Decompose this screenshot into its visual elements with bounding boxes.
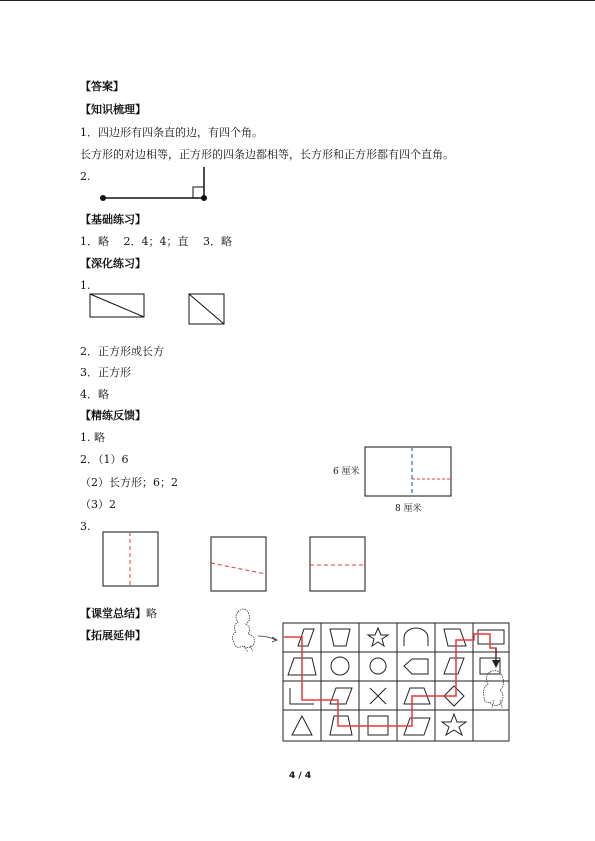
feedback-q2-part2: （2）长方形；6；2 [80, 476, 178, 489]
basic-answers: 1．略 2．4；4；直 3．略 [80, 235, 232, 248]
start-creature-drawing [232, 609, 277, 652]
exit-arrow-head [492, 660, 500, 668]
section-extend: 【拓展延伸】 [80, 629, 146, 642]
section-feedback: 【精练反馈】 [80, 409, 146, 422]
maze-grid [283, 623, 509, 741]
knowledge-line-1: 1．四边形有四条直的边，有四个角。 [80, 126, 263, 139]
deepen-q4: 4．略 [80, 388, 109, 401]
feedback-q2-part1: 2．（1）6 [80, 453, 129, 466]
section-summary: 【课堂总结】 [80, 607, 146, 620]
section-basic: 【基础练习】 [80, 213, 146, 226]
page-number: 4 / 4 [289, 771, 312, 781]
deepen-q1-number: 1. [80, 279, 91, 292]
section-knowledge: 【知识梳理】 [80, 103, 146, 116]
deepen-q3: 3．正方形 [80, 366, 131, 379]
feedback-q1: 1. 略 [80, 431, 105, 444]
section-answer: 【答案】 [80, 80, 124, 93]
feedback-q2-part3: （3）2 [80, 498, 116, 511]
feedback-q3-number: 3. [80, 520, 91, 533]
rect-height-label: 6 厘米 [333, 467, 360, 477]
maze-solution-path [284, 634, 496, 726]
section-deepen: 【深化练习】 [80, 257, 146, 270]
knowledge-line-2: 长方形的对边相等，正方形的四条边都相等，长方形和正方形都有四个直角。 [80, 148, 454, 161]
end-creature-drawing [484, 671, 504, 708]
rect-width-label: 8 厘米 [395, 504, 422, 514]
summary-answer: 略 [146, 607, 157, 620]
knowledge-q2-number: 2. [80, 170, 91, 183]
deepen-q2: 2．正方形或长方 [80, 345, 164, 358]
